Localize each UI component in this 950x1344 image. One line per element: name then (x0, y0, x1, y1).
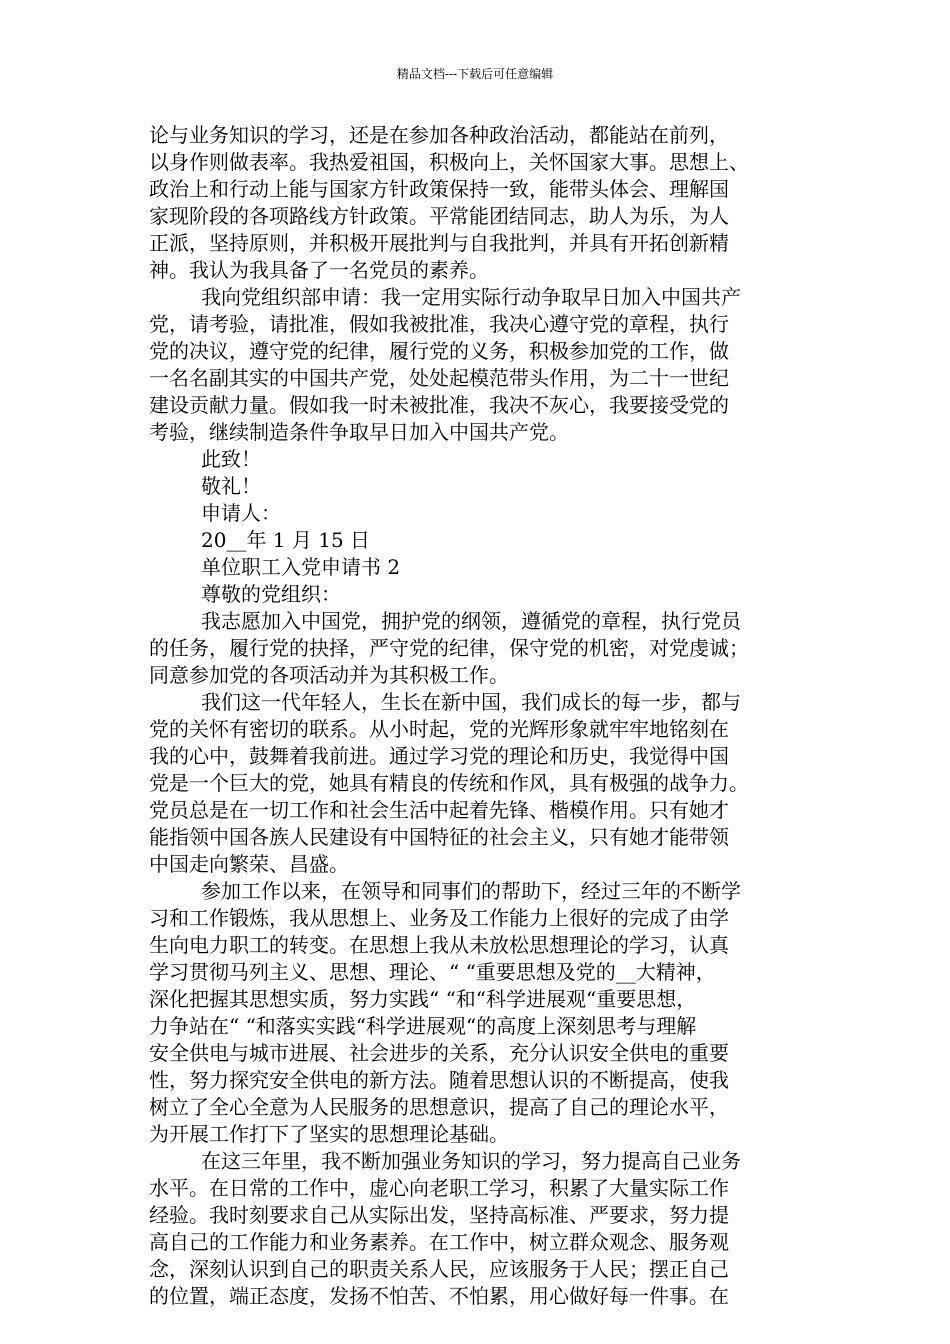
text-line: 深化把握其思想实质，努力实践“ “和“科学进展观“重要思想， (149, 987, 697, 1011)
text-line: 20__年 1 月 15 日 (201, 528, 371, 552)
document-body (149, 122, 829, 1310)
text-line: 性，努力探究安全供电的新方法。随着思想认识的不断提高，使我 (149, 1068, 729, 1092)
text-line: 安全供电与城市进展、社会进步的关系，充分认识安全供电的重要 (149, 1041, 729, 1065)
text-line: 树立了全心全意为人民服务的思想意识，提高了自己的理论水平， (149, 1095, 729, 1119)
text-line: 在这三年里，我不断加强业务知识的学习，努力提高自己业务 (201, 1149, 741, 1173)
text-line: 单位职工入党申请书 2 (201, 555, 401, 579)
text-line: 此致！ (201, 447, 261, 471)
text-line: 的任务，履行党的抉择，严守党的纪律，保守党的机密，对党虔诚； (149, 636, 749, 660)
text-line: 我们这一代年轻人，生长在新中国，我们成长的每一步，都与 (201, 690, 741, 714)
text-line: 我向党组织部申请：我一定用实际行动争取早日加入中国共产 (201, 285, 741, 309)
text-line: 党的决议，遵守党的纪律，履行党的义务，积极参加党的工作，做 (149, 339, 729, 363)
text-line: 政治上和行动上能与国家方针政策保持一致，能带头体会、理解国 (149, 177, 729, 201)
text-line: 神。我认为我具备了一名党员的素养。 (149, 258, 489, 282)
text-line: 能指领中国各族人民建设有中国特征的社会主义，只有她才能带领 (149, 825, 729, 849)
page-header: 精品文档---下载后可任意编辑 (396, 67, 554, 81)
text-line: 参加工作以来，在领导和同事们的帮助下，经过三年的不断学 (201, 879, 741, 903)
text-line: 申请人： (201, 501, 281, 525)
text-line: 我的心中，鼓舞着我前进。通过学习党的理论和历史，我觉得中国 (149, 744, 729, 768)
text-line: 中国走向繁荣、昌盛。 (149, 852, 349, 876)
text-line: 正派，坚持原则，并积极开展批判与自我批判，并具有开拓创新精 (149, 231, 729, 255)
text-line: 同意参加党的各项活动并为其积极工作。 (149, 663, 509, 687)
text-line: 党，请考验，请批准，假如我被批准，我决心遵守党的章程，执行 (149, 312, 729, 336)
text-line: 党是一个巨大的党，她具有精良的传统和作风，具有极强的战争力。 (149, 771, 749, 795)
text-line: 生向电力职工的转变。在思想上我从未放松思想理论的学习，认真 (149, 933, 729, 957)
text-line: 考验，继续制造条件争取早日加入中国共产党。 (149, 420, 569, 444)
text-line: 以身作则做表率。我热爱祖国，积极向上，关怀国家大事。思想上、 (149, 150, 749, 174)
text-line: 念，深刻认识到自己的职责关系人民，应该服务于人民；摆正自己 (149, 1257, 729, 1281)
text-line: 学习贯彻马列主义、思想、理论、“ “重要思想及党的__大精神， (149, 960, 716, 984)
text-line: 家现阶段的各项路线方针政策。平常能团结同志，助人为乐，为人 (149, 204, 729, 228)
text-line: 高自己的工作能力和业务素养。在工作中，树立群众观念、服务观 (149, 1230, 729, 1254)
text-line: 力争站在“ “和落实实践“科学进展观“的高度上深刻思考与理解 (149, 1014, 697, 1038)
text-line: 党员总是在一切工作和社会生活中起着先锋、楷模作用。只有她才 (149, 798, 729, 822)
text-line: 为开展工作打下了坚实的思想理论基础。 (149, 1122, 509, 1146)
text-line: 尊敬的党组织： (201, 582, 341, 606)
text-line: 我志愿加入中国党，拥护党的纲领，遵循党的章程，执行党员 (201, 609, 741, 633)
text-line: 建设贡献力量。假如我一时未被批准，我决不灰心，我要接受党的 (149, 393, 729, 417)
text-line: 一名名副其实的中国共产党，处处起模范带头作用，为二十一世纪 (149, 366, 729, 390)
text-line: 敬礼！ (201, 474, 261, 498)
text-line: 水平。在日常的工作中，虚心向老职工学习，积累了大量实际工作 (149, 1176, 729, 1200)
text-line: 党的关怀有密切的联系。从小时起，党的光辉形象就牢牢地铭刻在 (149, 717, 729, 741)
text-line: 经验。我时刻要求自己从实际出发，坚持高标准、严要求，努力提 (149, 1203, 729, 1227)
text-line: 习和工作锻炼，我从思想上、业务及工作能力上很好的完成了由学 (149, 906, 729, 930)
text-line: 论与业务知识的学习，还是在参加各种政治活动，都能站在前列， (149, 123, 729, 147)
text-line: 的位置，端正态度，发扬不怕苦、不怕累，用心做好每一件事。在 (149, 1284, 729, 1308)
